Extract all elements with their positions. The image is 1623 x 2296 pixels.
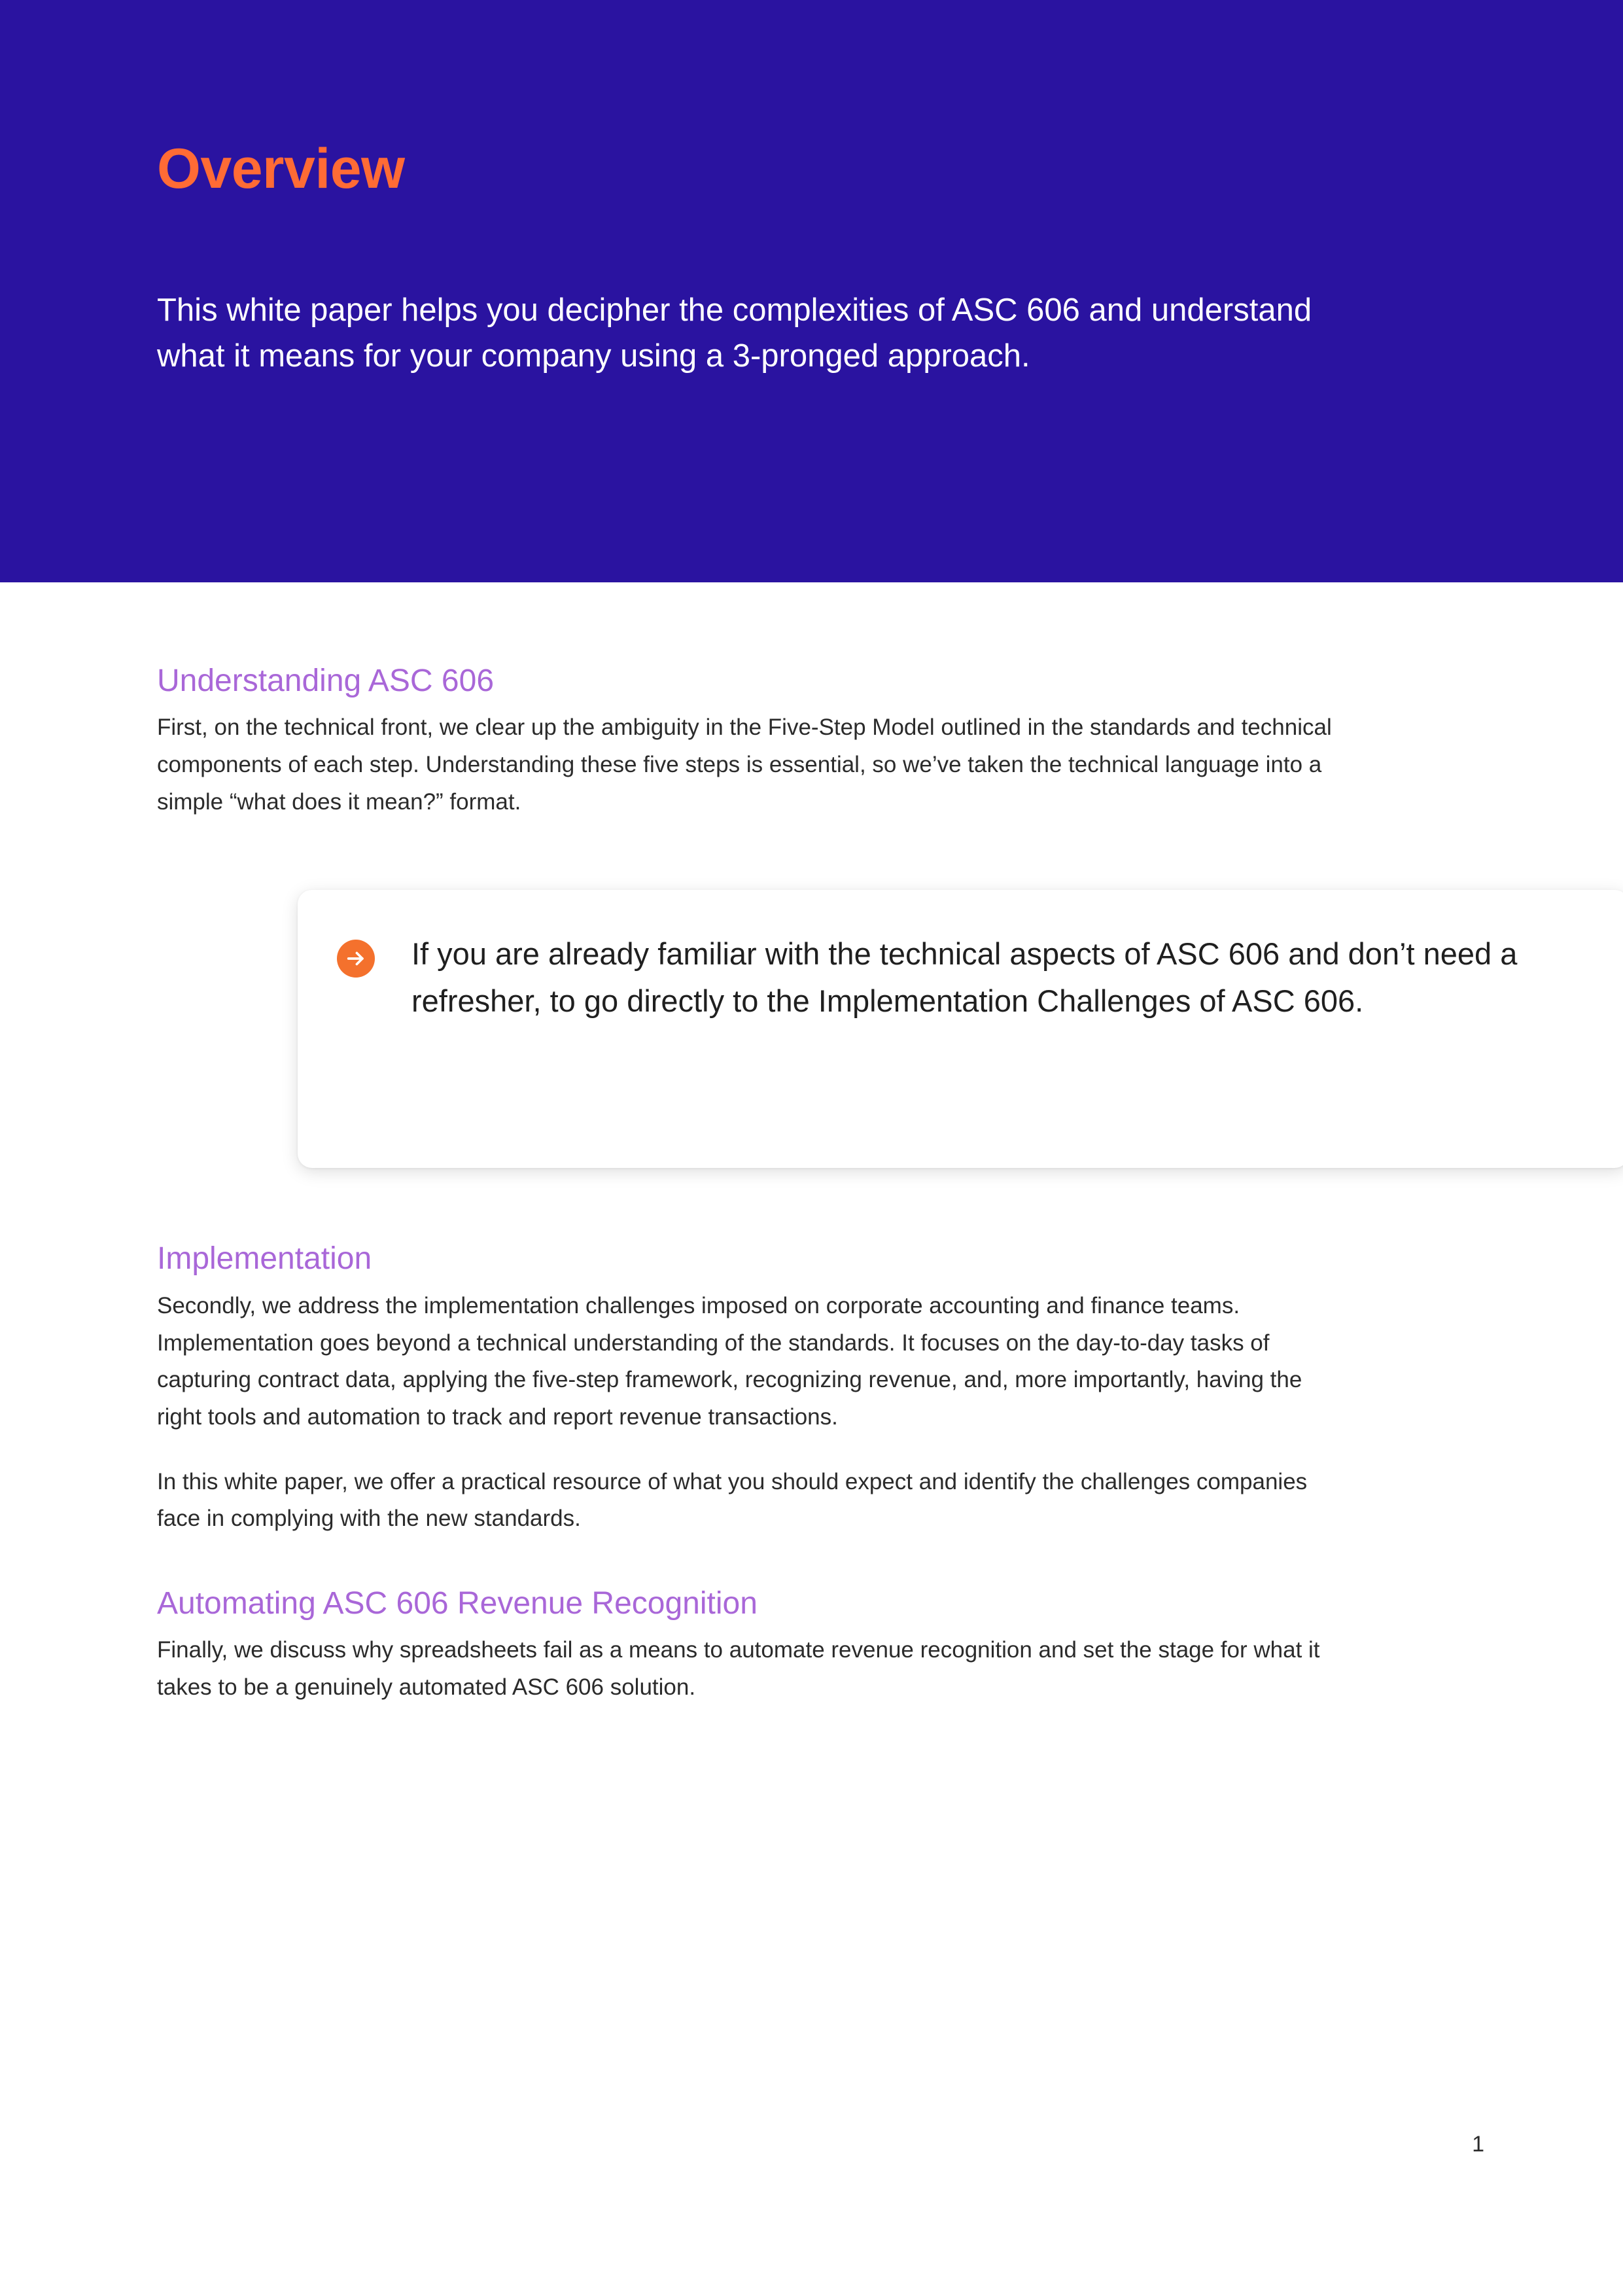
section-implementation (157, 1239, 1354, 1538)
hero-subtitle: This white paper helps you decipher the complexities of ASC 606 and understand what it means for your company using a 3-pronged approach. (157, 292, 1312, 374)
section-heading: Understanding ASC 606 (157, 663, 495, 698)
page-title: Overview (157, 137, 405, 200)
section-paragraph: Secondly, we address the implementation challenges imposed on corporate accounting and finance teams. Implementation goes beyond a technical understanding of the standards. It focuses on the day-to-day tasks of capturing contract data, applying the five-step framework, recognizing revenue, and, more importantly, having the right tools and automation to track and report revenue transactions. (157, 1292, 1302, 1430)
spacer (157, 1538, 1354, 1583)
hero-banner (0, 0, 1623, 582)
section-understanding-asc-606 (157, 661, 1354, 821)
section-automating-asc-606 (157, 1583, 1354, 1706)
section-paragraph: Finally, we discuss why spreadsheets fail as a means to automate revenue recognition and set the stage for what it takes to be a genuinely automated ASC 606 solution. (157, 1637, 1320, 1701)
document-body (157, 661, 1518, 1706)
section-paragraph: First, on the technical front, we clear up the ambiguity in the Five-Step Model outlined in the standards and technical components of each step. Understanding these five steps is essential, so we’ve taken the technical language into a simple “what does it mean?” format. (157, 715, 1332, 815)
callout-text (411, 930, 1590, 1025)
spacer (157, 1168, 1354, 1239)
callout-text-after: to go directly to the Implementation Challenges of ASC 606. (550, 983, 1364, 1019)
callout-card (298, 890, 1623, 1168)
spacer (157, 821, 1354, 890)
callout-text-before: If you are already familiar with the technical aspects of ASC 606 and don’t need a refresher, (411, 936, 1518, 1019)
section-paragraph: In this white paper, we offer a practical resource of what you should expect and identify the challenges companies face in complying with the new standards. (157, 1468, 1308, 1532)
arrow-right-icon (337, 940, 375, 978)
section-heading: Automating ASC 606 Revenue Recognition (157, 1585, 758, 1621)
page-number: 1 (1472, 2132, 1484, 2157)
section-heading: Implementation (157, 1241, 372, 1277)
